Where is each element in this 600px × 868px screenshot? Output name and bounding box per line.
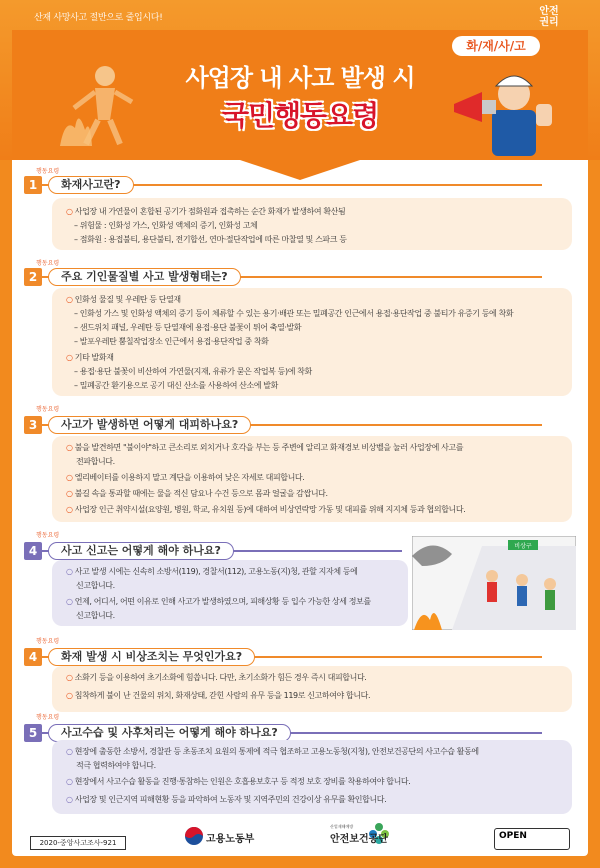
- exit-sign-text: 비상구: [514, 543, 532, 550]
- section-6-tag: 행동요령: [36, 714, 60, 721]
- fleeing-worker-illustration: [50, 58, 140, 148]
- section-1-number: 1: [24, 176, 42, 194]
- open-label: OPEN: [499, 831, 527, 841]
- section-1-tag: 행동요령: [36, 168, 60, 175]
- kogl-open-badge: [494, 828, 570, 850]
- section-2-line: – 샌드위치 패널, 우레탄 등 단열재에 용접·용단 불꽃이 튀어 축열·발화: [74, 323, 302, 332]
- section-1-line: – 점화원 : 용접불티, 용단불티, 전기합선, 연마·절단작업에 따른 마찰열 및 스파크 등: [74, 235, 347, 244]
- section-3-question: 사고가 발생하면 어떻게 대피하나요?: [48, 416, 251, 434]
- section-2-number: 2: [24, 268, 42, 286]
- section-6-line: ○ 현장에 출동한 소방서, 경찰관 등 초동조치 요원의 통제에 적극 협조하고 고용노동청(지청), 안전보건공단의 사고수습 활동에: [66, 747, 479, 756]
- section-2-question: 주요 기인물질별 사고 발생형태는?: [48, 268, 241, 286]
- footer-org-kosha: 안전보건공단: [330, 834, 388, 845]
- megaphone-worker-illustration: [452, 64, 562, 156]
- section-3-line: ○ 엘리베이터를 이용하지 말고 계단을 이용하여 낮은 자세로 대피합니다.: [66, 473, 305, 482]
- category-tag: 화/재/사/고: [452, 36, 540, 56]
- page-title-line1: 사업장 내 사고 발생 시: [185, 64, 415, 92]
- section-4-tag: 행동요령: [36, 532, 60, 539]
- section-4-line: 신고합니다.: [76, 581, 115, 590]
- brand-line1: 안전: [539, 6, 559, 17]
- footer-org-ministry: 고용노동부: [206, 834, 255, 845]
- section-5-tag: 행동요령: [36, 638, 60, 645]
- section-4-line: ○ 언제, 어디서, 어떤 이유로 인해 사고가 발생하였으며, 피해상황 등 입수 가능한 상세 정보를: [66, 597, 371, 606]
- section-6-question: 사고수습 및 사후처리는 어떻게 해야 하나요?: [48, 724, 291, 742]
- section-1-line: – 위험물 : 인화성 가스, 인화성 액체의 증기, 인화성 고체: [74, 221, 258, 230]
- section-2-line: – 밀폐공간 환기용으로 공기 대신 산소를 사용하여 산소에 발화: [74, 381, 278, 390]
- evacuation-illustration: [412, 536, 576, 630]
- section-5-number: 4: [24, 648, 42, 666]
- section-2-line: – 용접·용단 불꽃이 비산하여 가연물(지재, 유류가 묻은 작업복 등)에 착화: [74, 367, 312, 376]
- section-6-line: ○ 사업장 및 인근지역 피해현황 등을 파악하여 노동자 및 지역주민의 건강이상 유무를 확인합니다.: [66, 795, 387, 804]
- brand-line2: 권리: [539, 17, 559, 28]
- section-5-question: 화재 발생 시 비상조치는 무엇인가요?: [48, 648, 255, 666]
- section-1-question: 화재사고란?: [48, 176, 134, 194]
- section-6-number: 5: [24, 724, 42, 742]
- slogan: 산재 사망사고 절반으로 줄입시다!: [34, 13, 163, 23]
- hero-notch: [240, 150, 360, 180]
- section-6-line: 적극 협력하여야 합니다.: [76, 761, 156, 770]
- section-3-line: ○ 사업장 인근 취약시설(요양원, 병원, 학교, 유치원 등)에 대하여 비상연락망 가동 및 대피를 위해 지지체 등과 협의합니다.: [66, 505, 466, 514]
- section-4-number: 4: [24, 542, 42, 560]
- section-3-number: 3: [24, 416, 42, 434]
- section-1-line: ○ 사업장 내 가연물이 혼합된 공기가 점화원과 접촉하는 순간 화재가 발생하여 확산됨: [66, 207, 346, 216]
- section-2-line: – 인화성 가스 및 인화성 액체의 증기 등이 체류할 수 있는 용기·배관 또는 밀폐공간 인근에서 용접·용단작업 중 불티가 유증기 등에 착화: [74, 309, 514, 318]
- section-3-line: ○ 불을 발견하면 "불이야"하고 큰소리로 외치거나 호각을 부는 등 주변에 알리고 화재경보 비상벨을 눌러 사업장에 사고를: [66, 443, 464, 452]
- section-5-line: ○ 침착하게 불이 난 건물의 위치, 화재상태, 갇힌 사람의 유무 등을 119로 신고하여야 합니다.: [66, 691, 371, 700]
- section-2-line: – 발포우레탄 뿜칠작업장소 인근에서 용접·용단작업 중 착화: [74, 337, 269, 346]
- footer-org-kosha-sub: 산업재해예방: [330, 824, 354, 829]
- section-4-question: 사고 신고는 어떻게 해야 하나요?: [48, 542, 234, 560]
- section-6-line: ○ 현장에서 사고수습 활동을 진행·통참하는 인원은 호흡용보호구 등 적정 보호 장비를 착용하여야 합니다.: [66, 777, 411, 786]
- section-3-tag: 행동요령: [36, 406, 60, 413]
- section-4-line: 신고합니다.: [76, 611, 115, 620]
- section-3-line: ○ 불길 속을 통과할 때에는 물을 적신 담요나 수건 등으로 몸과 얼굴을 감쌉니다.: [66, 489, 328, 498]
- page-title-line2: 국민행동요령: [221, 99, 379, 132]
- section-2-line: ○ 기타 발화재: [66, 353, 114, 362]
- section-5-line: ○ 소화기 등을 이용하여 초기소화에 힘씁니다. 다만, 초기소화가 힘든 경우 즉시 대피합니다.: [66, 673, 367, 682]
- document-code: 2020-중앙사고조사-921: [30, 836, 126, 850]
- section-4-line: ○ 사고 발생 시에는 신속히 소방서(119), 경찰서(112), 고용노동(지)청, 관할 지자체 등에: [66, 567, 358, 576]
- section-3-line: 전파합니다.: [76, 457, 115, 466]
- section-2-tag: 행동요령: [36, 260, 60, 267]
- ministry-emblem-icon: [184, 826, 204, 846]
- section-2-line: ○ 인화성 물질 및 우레탄 등 단열재: [66, 295, 181, 304]
